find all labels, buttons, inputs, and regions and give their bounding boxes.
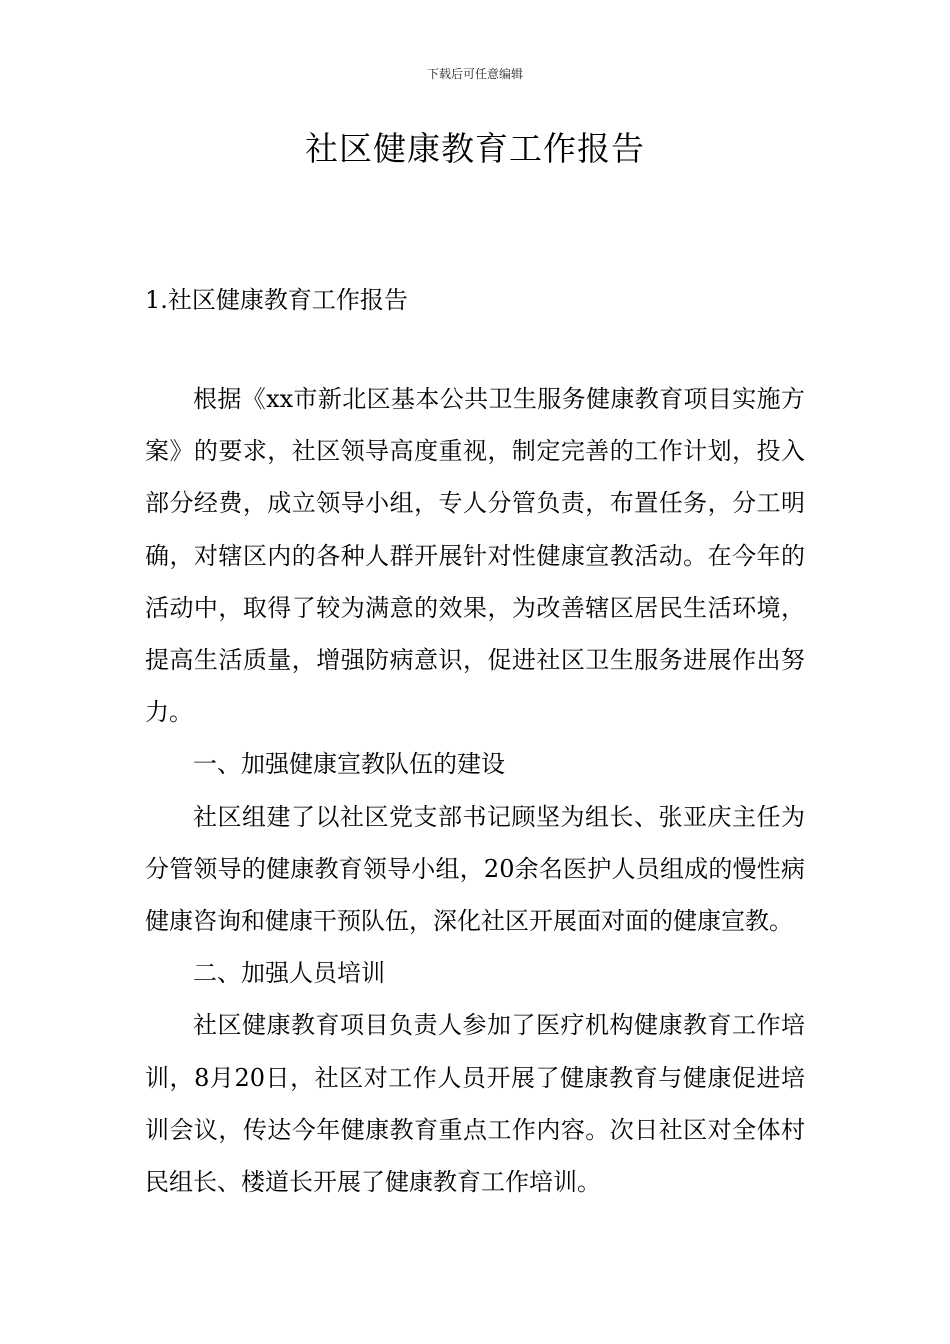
document-title: 社区健康教育工作报告 (305, 129, 645, 168)
subheading-staff-training: 二、加强人员培训 (193, 959, 385, 988)
section-heading: 1.社区健康教育工作报告 (145, 286, 408, 314)
subheading-team-building: 一、加强健康宣教队伍的建设 (193, 750, 505, 779)
header-note: 下载后可任意编辑 (426, 67, 523, 81)
document-body (145, 373, 805, 1208)
paragraph-intro: 根据《xx市新北区基本公共卫生服务健康教育项目实施方案》的要求，社区领导高度重视，制定完善的工作计划，投入部分经费，成立领导小组，专人分管负责，布置任务，分工明确，对辖区内的各种人群开展针对性健康宣教活动。在今年的活动中，取得了较为满意的效果，为改善辖区居民生活环境，提高生活质量，增强防病意识，促进社区卫生服务进展作出努力。 (145, 385, 805, 727)
paragraph-staff-training: 社区健康教育项目负责人参加了医疗机构健康教育工作培训，8月20日，社区对工作人员开展了健康教育与健康促进培训会议，传达今年健康教育重点工作内容。次日社区对全体村民组长、楼道长开展了健康教育工作培训。 (145, 1011, 805, 1197)
paragraph-team-building: 社区组建了以社区党支部书记顾坚为组长、张亚庆主任为分管领导的健康教育领导小组，20余名医护人员组成的慢性病健康咨询和健康干预队伍，深化社区开展面对面的健康宣教。 (145, 802, 805, 936)
